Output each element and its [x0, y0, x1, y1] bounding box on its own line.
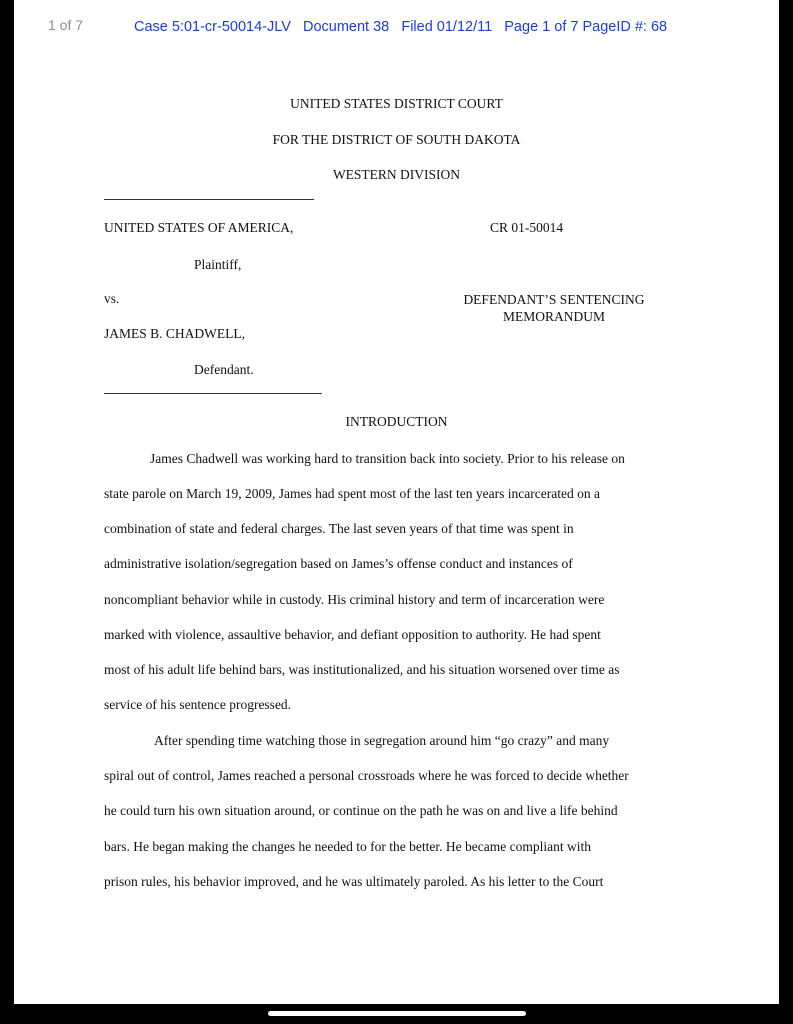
- body-line: noncompliant behavior while in custody. His criminal history and term of incarceration were: [104, 592, 605, 607]
- body-line: James Chadwell was working hard to transition back into society. Prior to his release on: [150, 451, 625, 466]
- page-counter: 1 of 7: [48, 17, 84, 33]
- plaintiff-name: UNITED STATES OF AMERICA,: [104, 220, 294, 235]
- body-line: service of his sentence progressed.: [104, 697, 292, 712]
- court-name: UNITED STATES DISTRICT COURT: [290, 96, 503, 111]
- versus: vs.: [104, 291, 120, 306]
- header-case: Case 5:01-cr-50014-JLV: [134, 19, 291, 35]
- plaintiff-role: Plaintiff,: [194, 257, 242, 272]
- body-line: most of his adult life behind bars, was institutionalized, and his situation worsened over time as: [104, 662, 620, 677]
- section-heading: INTRODUCTION: [345, 414, 448, 429]
- document-title-line2: MEMORANDUM: [502, 309, 605, 324]
- body-line: combination of state and federal charges. The last seven years of that time was spent in: [104, 521, 574, 536]
- body-line: marked with violence, assaultive behavior, and defiant opposition to authority. He had spent: [104, 627, 601, 642]
- home-indicator[interactable]: [268, 1011, 526, 1016]
- body-line: prison rules, his behavior improved, and he was ultimately paroled. As his letter to the Court: [104, 874, 604, 889]
- header-page-info: Page 1 of 7 PageID #: 68: [504, 19, 668, 35]
- ecf-header: [134, 19, 667, 35]
- caption-top-rule: [104, 199, 314, 200]
- document-title: [434, 291, 674, 325]
- defendant-name: JAMES B. CHADWELL,: [104, 326, 245, 341]
- document-title-line1: DEFENDANT’S SENTENCING: [463, 292, 645, 307]
- caption-bottom-rule: [104, 393, 322, 394]
- body-line: After spending time watching those in segregation around him “go crazy” and many: [154, 733, 610, 748]
- body-line: he could turn his own situation around, or continue on the path he was on and live a life behind: [104, 803, 618, 818]
- body-line: bars. He began making the changes he needed to for the better. He became compliant with: [104, 839, 591, 854]
- court-division: WESTERN DIVISION: [332, 167, 461, 182]
- header-document: Document 38: [303, 19, 390, 35]
- document-page: [14, 0, 779, 1004]
- case-number: CR 01-50014: [490, 220, 564, 235]
- body-line: administrative isolation/segregation based on James’s offense conduct and instances of: [104, 556, 573, 571]
- defendant-role: Defendant.: [194, 362, 254, 377]
- court-district: FOR THE DISTRICT OF SOUTH DAKOTA: [272, 132, 521, 147]
- body-line: state parole on March 19, 2009, James had spent most of the last ten years incarcerated on a: [104, 486, 600, 501]
- body-line: spiral out of control, James reached a personal crossroads where he was forced to decide whether: [104, 768, 629, 783]
- header-filed: Filed 01/12/11: [401, 19, 493, 35]
